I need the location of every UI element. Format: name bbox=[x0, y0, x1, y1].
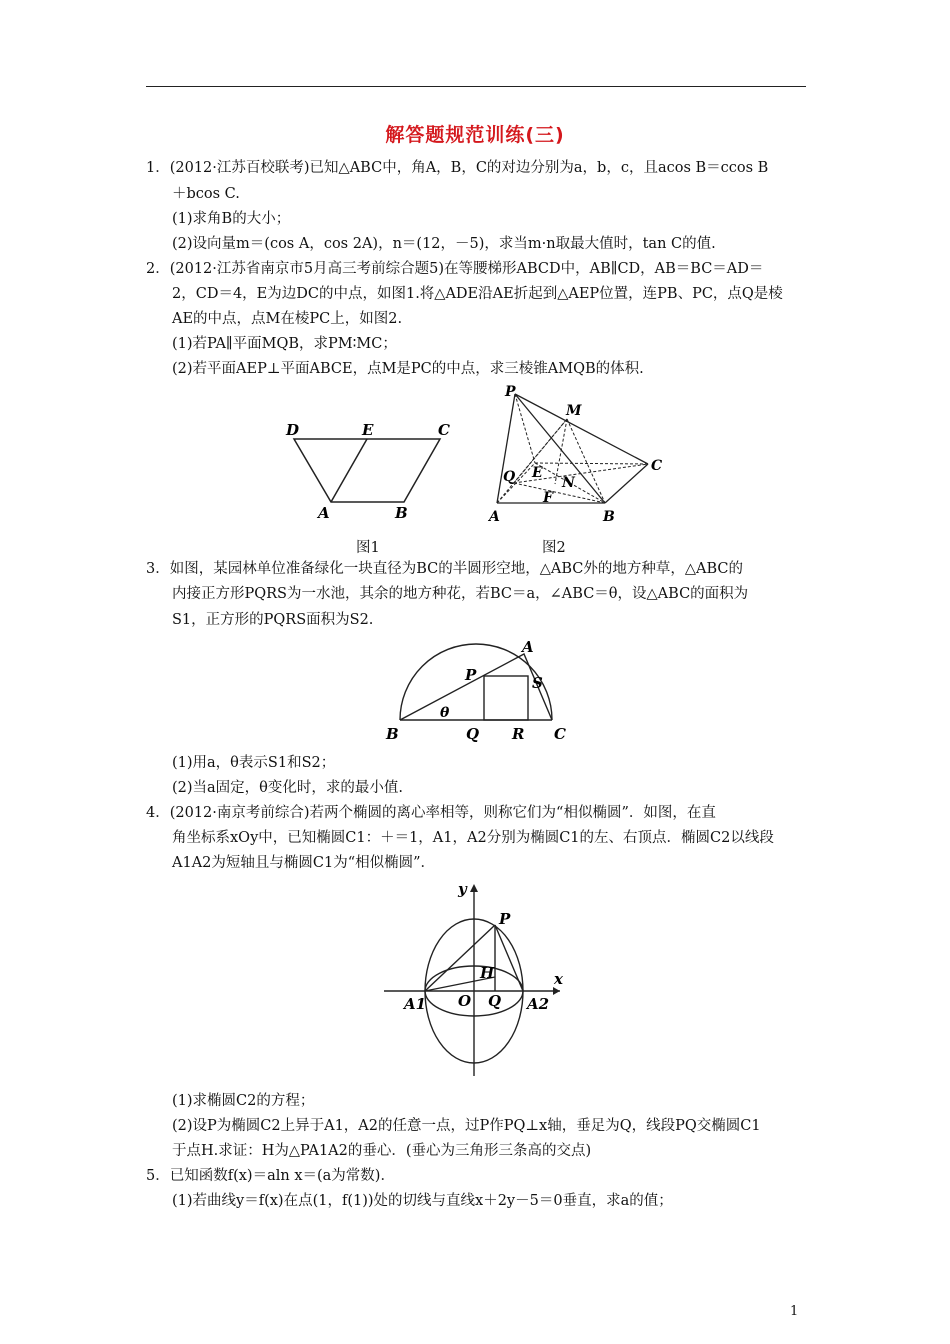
q4-line-2: 角坐标系xOy中，已知椭圆C1：＋＝1，A1，A2分别为椭圆C1的左、右顶点．椭圆C2以线段 bbox=[172, 830, 774, 846]
q1-part-2: (2)设向量m＝(cos A，cos 2A)，n＝(12，－5)，求当m·n取最大值时，tan C的值. bbox=[172, 236, 716, 252]
q4-line-3: A1A2为短轴且与椭圆C1为“相似椭圆”． bbox=[172, 855, 436, 871]
q2-line-1: 2．(2012·江苏省南京市5月高三考前综合题5)在等腰梯形ABCD中，AB∥CD，AB＝BC＝AD＝ bbox=[146, 261, 764, 277]
fig3-label-S: S bbox=[532, 674, 543, 692]
figure-1-trapezoid bbox=[280, 418, 460, 528]
fig4-label-H: H bbox=[480, 964, 495, 982]
fig1-label-A: A bbox=[318, 504, 330, 522]
fig3-label-Q: Q bbox=[466, 725, 480, 743]
header-rule bbox=[146, 86, 806, 87]
fig2-label-E: E bbox=[532, 465, 543, 481]
fig2-caption: 图2 bbox=[542, 540, 566, 556]
fig1-label-B: B bbox=[395, 504, 408, 522]
page-title: 解答题规范训练(三) bbox=[385, 124, 565, 146]
fig2-label-B: B bbox=[603, 509, 615, 525]
q2-part-2: (2)若平面AEP⊥平面ABCE，点M是PC的中点，求三棱锥AMQB的体积. bbox=[172, 361, 644, 377]
q4-line-1: 4．(2012·南京考前综合)若两个椭圆的离心率相等，则称它们为“相似椭圆”．如图，在直 bbox=[146, 805, 716, 821]
q3-part-2: (2)当a固定，θ变化时，求的最小值. bbox=[172, 780, 404, 796]
fig3-label-C: C bbox=[554, 725, 566, 743]
fig1-label-D: D bbox=[286, 421, 300, 439]
q1-line-1: 1．(2012·江苏百校联考)已知△ABC中，角A，B，C的对边分别为a，b，c，且acos B＝ccos B bbox=[146, 160, 769, 176]
q5-part-1: (1)若曲线y＝f(x)在点(1，f(1))处的切线与直线x＋2y－5＝0垂直，求a的值； bbox=[172, 1193, 673, 1209]
fig4-label-P: P bbox=[499, 910, 511, 928]
q2-line-2: 2，CD＝4，E为边DC的中点，如图1.将△ADE沿AE折起到△AEP位置，连PB、PC，点Q是棱 bbox=[172, 286, 783, 302]
q5-line-1: 5．已知函数f(x)＝aln x＝(a为常数)． bbox=[146, 1168, 395, 1184]
q3-line-1: 3．如图，某园林单位准备绿化一块直径为BC的半圆形空地，△ABC外的地方种草，△ABC的 bbox=[146, 561, 744, 577]
figure-3-semicircle bbox=[378, 638, 578, 748]
fig3-label-theta: θ bbox=[440, 705, 450, 721]
fig3-label-A: A bbox=[522, 638, 534, 656]
fig4-label-O: O bbox=[458, 992, 472, 1010]
figure-4-ellipses bbox=[378, 876, 578, 1086]
fig3-label-B: B bbox=[386, 725, 399, 743]
q3-line-2: 内接正方形PQRS为一水池，其余的地方种花，若BC＝a，∠ABC＝θ，设△ABC的面积为 bbox=[172, 586, 749, 602]
fig2-label-M: M bbox=[566, 403, 582, 419]
q2-part-1: (1)若PA∥平面MQB，求PM∶MC； bbox=[172, 336, 397, 352]
fig1-caption: 图1 bbox=[356, 540, 380, 556]
fig4-label-A2: A2 bbox=[527, 995, 550, 1013]
fig2-label-A: A bbox=[489, 509, 500, 525]
fig2-label-Q: Q bbox=[503, 469, 516, 485]
fig2-label-F: F bbox=[543, 490, 553, 506]
q2-line-3: AE的中点，点M在棱PC上，如图2. bbox=[172, 311, 403, 327]
fig4-label-A1: A1 bbox=[404, 995, 427, 1013]
fig3-label-R: R bbox=[512, 725, 525, 743]
q4-part-2-cont: 于点H.求证：H为△PA1A2的垂心．(垂心为三角形三条高的交点) bbox=[172, 1143, 592, 1159]
fig4-label-Q: Q bbox=[488, 992, 502, 1010]
q1-line-2: ＋bcos C. bbox=[172, 186, 240, 202]
q4-part-2: (2)设P为椭圆C2上异于A1，A2的任意一点，过P作PQ⊥x轴，垂足为Q，线段PQ交椭圆C1 bbox=[172, 1118, 761, 1134]
page-number: 1 bbox=[790, 1304, 799, 1319]
fig3-label-P: P bbox=[465, 666, 477, 684]
figure-2-pyramid bbox=[485, 380, 685, 530]
q3-line-3: S1，正方形的PQRS面积为S2. bbox=[172, 612, 374, 628]
fig1-label-C: C bbox=[438, 421, 450, 439]
fig2-label-C: C bbox=[651, 458, 663, 474]
fig1-label-E: E bbox=[362, 421, 374, 439]
fig2-label-P: P bbox=[505, 384, 516, 400]
fig4-label-y: y bbox=[458, 880, 467, 898]
fig2-label-N: N bbox=[562, 475, 575, 491]
q3-part-1: (1)用a，θ表示S1和S2； bbox=[172, 755, 336, 771]
q1-part-1: (1)求角B的大小； bbox=[172, 211, 291, 227]
q4-part-1: (1)求椭圆C2的方程； bbox=[172, 1093, 315, 1109]
fig4-label-x: x bbox=[554, 970, 563, 988]
